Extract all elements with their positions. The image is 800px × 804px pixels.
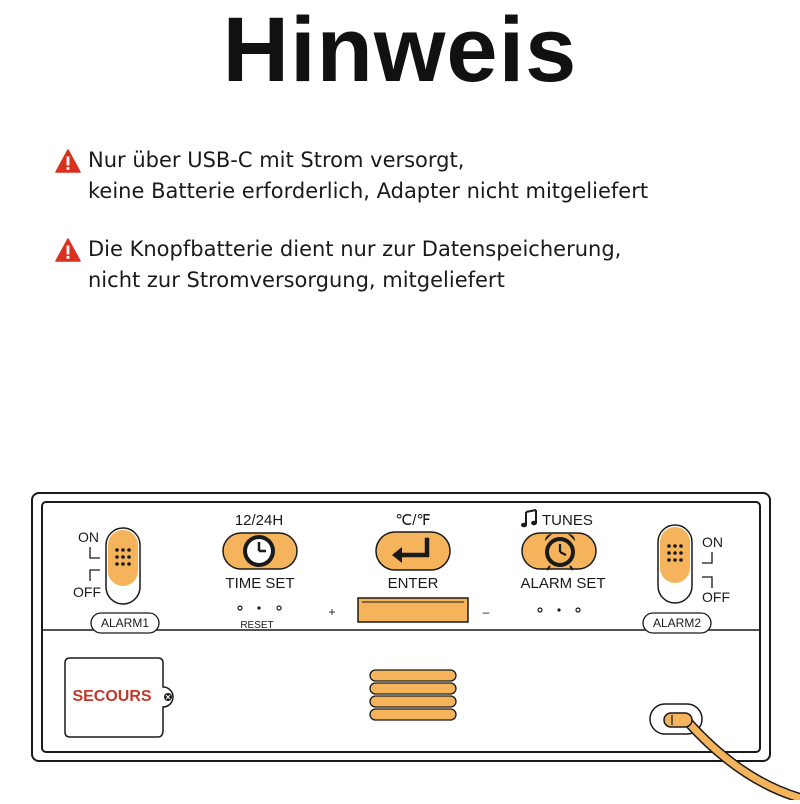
time-button-bottom-label: TIME SET xyxy=(225,575,295,592)
enter-button-top-label: ℃/℉ xyxy=(395,512,431,529)
alarm-button-top-label: TUNES xyxy=(542,512,593,529)
screw-icon xyxy=(164,693,172,701)
device-panel-diagram xyxy=(0,480,800,800)
reset-label: RESET xyxy=(240,620,274,631)
usb-c-plug xyxy=(664,713,692,727)
warning-note-line: keine Batterie erforderlich, Adapter nicht mitgeliefert xyxy=(88,179,649,203)
warning-note-battery xyxy=(55,234,755,296)
secours-label: SECOURS xyxy=(72,688,152,705)
device-back-panel xyxy=(0,480,800,800)
warning-triangle-icon xyxy=(55,149,81,173)
minus-label: – xyxy=(482,605,490,619)
alarm2-off-label: OFF xyxy=(702,589,730,605)
alarm2-on-label: ON xyxy=(702,534,723,550)
alarm1-switch[interactable] xyxy=(106,528,140,604)
time-button-top-label: 12/24H xyxy=(234,512,284,529)
alarm1-off-label: OFF xyxy=(73,584,101,600)
warning-note-line: Nur über USB-C mit Strom versorgt, xyxy=(88,148,465,172)
warning-note-line: nicht zur Stromversorgung, mitgeliefert xyxy=(88,268,505,292)
page-title: Hinweis xyxy=(222,0,578,101)
enter-button[interactable] xyxy=(376,532,450,570)
warning-triangle-icon xyxy=(55,238,81,262)
alarm2-switch[interactable] xyxy=(658,525,692,603)
plus-label: + xyxy=(328,605,336,619)
warning-note-line: Die Knopfbatterie dient nur zur Datenspeicherung, xyxy=(88,237,622,261)
alarm2-label: ALARM2 xyxy=(652,616,702,630)
alarm-button-bottom-label: ALARM SET xyxy=(520,575,606,592)
enter-button-bottom-label: ENTER xyxy=(387,575,439,592)
clock-icon xyxy=(243,535,275,567)
alarm1-label: ALARM1 xyxy=(100,616,150,630)
alarm1-on-label: ON xyxy=(78,529,99,545)
warning-note-usb xyxy=(55,145,755,207)
